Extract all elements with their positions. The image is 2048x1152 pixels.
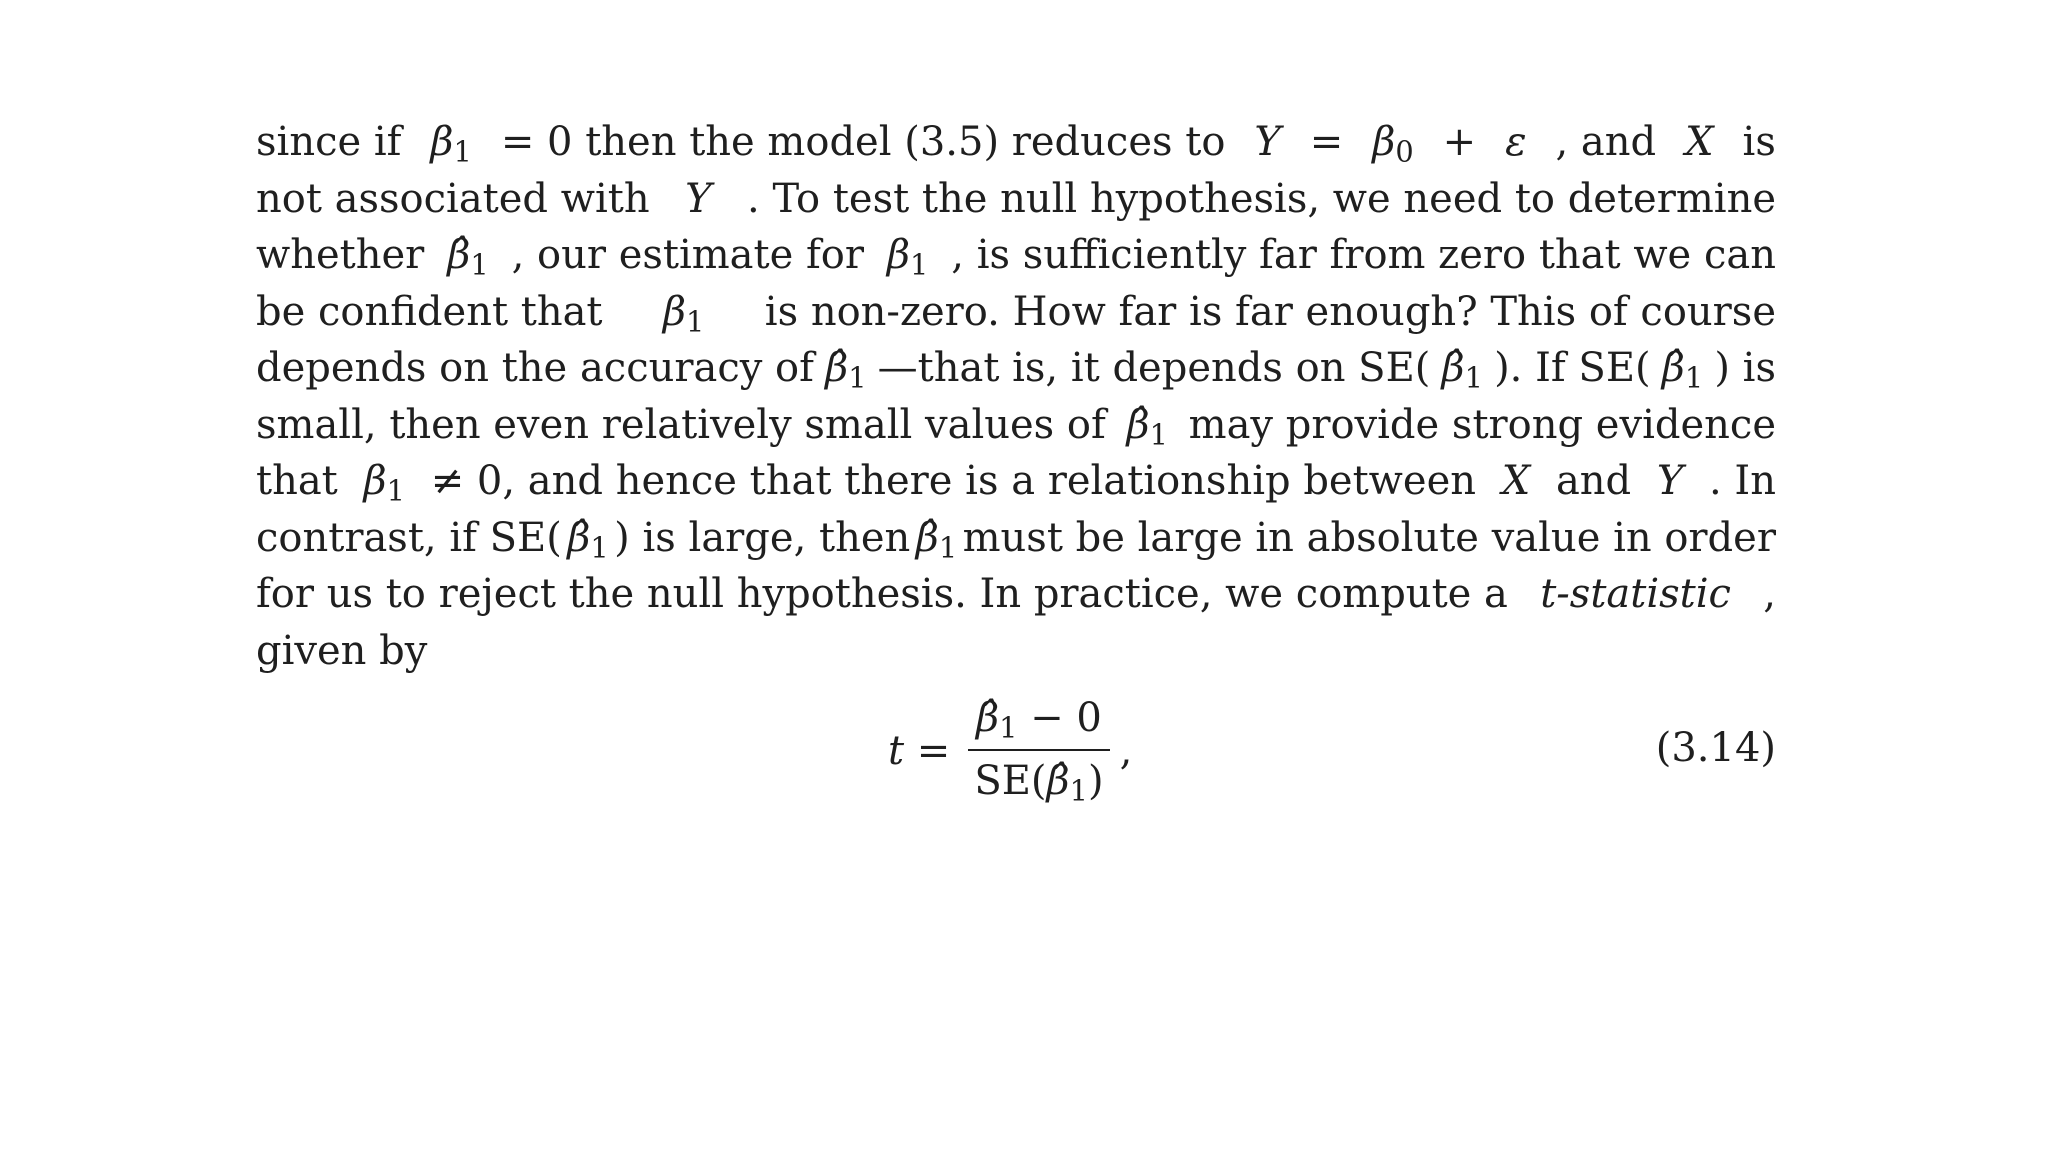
subscript: 1 xyxy=(848,360,867,395)
text-fragment: that xyxy=(256,458,338,504)
text-fragment: , xyxy=(1763,571,1776,617)
math-plus: + xyxy=(1442,119,1477,165)
math-symbol: β xyxy=(886,232,911,278)
t-statistic-term: t-statistic xyxy=(1540,571,1731,617)
subscript: 1 xyxy=(1464,360,1483,395)
text-fragment: small, then even relatively small values of xyxy=(256,401,1106,448)
fraction-numerator xyxy=(970,695,1108,749)
subscript: 1 xyxy=(938,529,958,564)
math-symbol: β̂ xyxy=(567,514,591,561)
text-fragment: whether xyxy=(256,232,425,278)
text-fragment: , is sufficiently far from zero that we can xyxy=(951,232,1776,278)
subscript: 1 xyxy=(386,473,405,508)
subscript: 1 xyxy=(590,529,609,564)
math-symbol: β̂ xyxy=(447,232,471,278)
math-symbol: β̂ xyxy=(915,514,939,561)
text-line xyxy=(256,397,1776,454)
text-fragment: be confident that xyxy=(256,288,603,335)
text-line xyxy=(256,510,1776,567)
denominator-beta: β̂ xyxy=(1046,758,1070,804)
math-symbol: β xyxy=(363,458,387,504)
math-equals: = xyxy=(1309,119,1344,165)
text-fragment: contrast, if SE( xyxy=(256,514,562,561)
numerator-subscript: 1 xyxy=(999,709,1018,744)
text-fragment: given by xyxy=(256,627,428,674)
math-x: X xyxy=(1685,119,1714,165)
text-fragment: since if xyxy=(256,119,402,165)
text-fragment: ) is xyxy=(1714,345,1776,391)
text-fragment: , our estimate for xyxy=(511,232,864,278)
subscript: 0 xyxy=(1395,134,1414,169)
text-fragment: . To test the null hypothesis, we need to determine xyxy=(747,175,1776,222)
subscript: 1 xyxy=(686,303,705,338)
text-fragment: is xyxy=(1742,119,1776,165)
text-fragment: , and xyxy=(1555,119,1657,165)
numerator-rest: − 0 xyxy=(1017,694,1102,741)
math-symbol: β̂ xyxy=(1661,345,1685,391)
math-y: Y xyxy=(1656,458,1684,504)
text-fragment: ). If SE( xyxy=(1494,345,1651,391)
text-fragment: . In xyxy=(1709,458,1776,504)
text-fragment: is non-zero. How far is far enough? This of course xyxy=(764,288,1776,335)
math-symbol: β̂ xyxy=(825,345,849,391)
denominator-subscript: 1 xyxy=(1069,773,1088,808)
subscript: 1 xyxy=(453,134,472,169)
text-fragment: and xyxy=(1555,458,1632,504)
text-fragment: for us to reject the null hypothesis. In practice, we compute a xyxy=(256,571,1508,617)
text-line xyxy=(256,340,1776,397)
subscript: 1 xyxy=(470,247,489,282)
text-line xyxy=(256,453,1776,510)
text-line xyxy=(256,171,1776,228)
math-y: Y xyxy=(1254,119,1281,165)
math-y: Y xyxy=(685,175,712,222)
text-line xyxy=(256,284,1776,341)
math-symbol: β̂ xyxy=(1126,401,1150,448)
fraction xyxy=(968,695,1109,808)
fraction-denominator xyxy=(968,749,1109,807)
math-symbol: β̂ xyxy=(1441,345,1465,391)
subscript: 1 xyxy=(910,247,929,282)
text-line xyxy=(256,566,1776,623)
text-line xyxy=(256,114,1776,171)
equation-lhs: t = xyxy=(888,728,951,774)
denominator-prefix: SE( xyxy=(974,758,1047,804)
text-fragment: depends on the accuracy of xyxy=(256,345,814,391)
math-symbol: β xyxy=(430,119,454,165)
math-symbol: β xyxy=(662,288,687,335)
numerator-beta: β̂ xyxy=(976,694,1000,741)
math-x: X xyxy=(1501,458,1531,504)
text-fragment: = 0 then the model (3.5) reduces to xyxy=(500,119,1226,165)
denominator-suffix: ) xyxy=(1087,758,1104,804)
subscript: 1 xyxy=(1149,416,1168,451)
text-fragment: ≠ 0, and hence that there is a relationship between xyxy=(430,458,1477,504)
text-fragment: may provide strong evidence xyxy=(1188,401,1776,448)
equation-number: (3.14) xyxy=(1655,725,1776,771)
paragraph xyxy=(256,114,1776,679)
subscript: 1 xyxy=(1684,360,1704,395)
text-fragment: must be large in absolute value in order xyxy=(962,514,1776,561)
equation-trailing-comma: , xyxy=(1119,728,1133,774)
math-epsilon: ε xyxy=(1505,119,1527,165)
text-line xyxy=(256,227,1776,284)
text-fragment: not associated with xyxy=(256,175,650,222)
text-line xyxy=(256,623,1776,680)
equation-expression xyxy=(888,680,1132,822)
t-statistic-equation xyxy=(256,680,1776,822)
text-fragment: ) is large, then xyxy=(614,514,911,561)
math-symbol: β xyxy=(1372,119,1396,165)
text-fragment: —that is, it depends on SE( xyxy=(877,345,1431,391)
